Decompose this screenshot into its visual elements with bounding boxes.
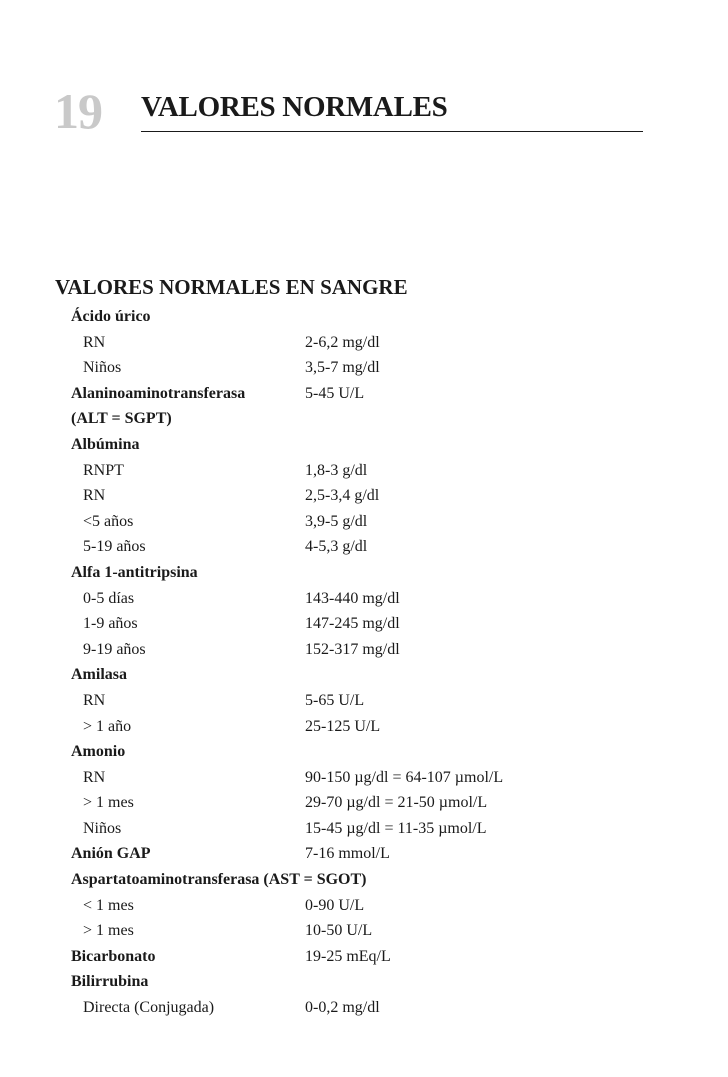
values-table	[0, 304, 728, 1021]
table-row-heading	[0, 662, 728, 688]
row-label: < 1 mes	[83, 896, 134, 914]
row-label: Ácido úrico	[71, 308, 151, 325]
row-label: Niños	[83, 359, 122, 377]
row-label: RN	[83, 768, 106, 786]
row-value: 29-70 µg/dl = 21-50 µmol/L	[305, 794, 488, 812]
table-row	[0, 586, 728, 612]
row-label: Directa (Conjugada)	[83, 999, 215, 1017]
row-value: 5-45 U/L	[305, 384, 365, 402]
table-row-heading	[0, 304, 728, 330]
row-label: Anión GAP	[71, 845, 151, 863]
row-value: 2,5-3,4 g/dl	[305, 487, 380, 505]
table-row-heading	[0, 381, 728, 407]
table-row-heading	[0, 406, 728, 432]
section-title: VALORES NORMALES EN SANGRE	[55, 275, 408, 299]
table-row	[0, 355, 728, 381]
table-row	[0, 995, 728, 1021]
row-label: Bicarbonato	[71, 947, 156, 965]
row-value: 5-65 U/L	[305, 691, 365, 709]
table-row-heading	[0, 739, 728, 765]
row-label: > 1 mes	[83, 922, 134, 940]
table-row	[0, 483, 728, 509]
row-label: 1-9 años	[83, 615, 138, 633]
row-value: 7-16 mmol/L	[305, 845, 390, 863]
row-value: 90-150 µg/dl = 64-107 µmol/L	[305, 768, 504, 786]
table-row	[0, 611, 728, 637]
row-value: 1,8-3 g/dl	[305, 461, 368, 479]
row-label: <5 años	[83, 512, 134, 530]
row-value: 0-0,2 mg/dl	[305, 999, 380, 1017]
row-value: 3,5-7 mg/dl	[305, 359, 380, 377]
table-row	[0, 330, 728, 356]
chapter-number: 19	[54, 83, 102, 139]
row-label: > 1 mes	[83, 794, 134, 812]
row-label: Amilasa	[71, 666, 127, 684]
table-row	[0, 688, 728, 714]
row-label: Alaninoaminotransferasa	[71, 384, 246, 402]
row-label: 5-19 años	[83, 538, 146, 556]
row-label: Niños	[83, 819, 122, 837]
row-label: RN	[83, 333, 106, 351]
row-value: 147-245 mg/dl	[305, 615, 400, 633]
row-value: 0-90 U/L	[305, 896, 365, 914]
row-value: 2-6,2 mg/dl	[305, 333, 380, 351]
table-row-heading	[0, 560, 728, 586]
table-row	[0, 637, 728, 663]
row-value: 143-440 mg/dl	[305, 589, 400, 607]
row-label: 9-19 años	[83, 640, 146, 658]
table-row-heading	[0, 969, 728, 995]
row-value: 19-25 mEq/L	[305, 947, 391, 965]
chapter-title: VALORES NORMALES	[141, 91, 448, 123]
table-row	[0, 458, 728, 484]
table-row	[0, 816, 728, 842]
row-value: 152-317 mg/dl	[305, 640, 400, 658]
table-row-heading	[0, 841, 728, 867]
table-row	[0, 534, 728, 560]
row-label: RN	[83, 691, 106, 709]
table-row	[0, 790, 728, 816]
row-value: 25-125 U/L	[305, 717, 381, 735]
table-row-heading	[0, 867, 728, 893]
row-label: Amonio	[71, 743, 126, 761]
title-rule	[141, 131, 643, 132]
row-value: 10-50 U/L	[305, 922, 373, 940]
row-value: 4-5,3 g/dl	[305, 538, 368, 556]
row-label: Albúmina	[71, 435, 140, 453]
table-row	[0, 509, 728, 535]
row-label: > 1 año	[83, 717, 132, 735]
table-row-heading	[0, 432, 728, 458]
row-label: RN	[83, 487, 106, 505]
row-value: 3,9-5 g/dl	[305, 512, 368, 530]
row-label: Bilirrubina	[71, 973, 149, 991]
row-label: Aspartatoaminotransferasa (AST = SGOT)	[71, 871, 367, 889]
row-value: 15-45 µg/dl = 11-35 µmol/L	[305, 819, 487, 837]
row-label: Alfa 1-antitripsina	[71, 563, 198, 581]
table-row	[0, 918, 728, 944]
row-label: RNPT	[83, 461, 124, 479]
table-row-heading	[0, 944, 728, 970]
row-label: (ALT = SGPT)	[71, 410, 172, 428]
row-label: 0-5 días	[83, 589, 135, 607]
table-row	[0, 765, 728, 791]
table-row	[0, 893, 728, 919]
table-row	[0, 714, 728, 740]
